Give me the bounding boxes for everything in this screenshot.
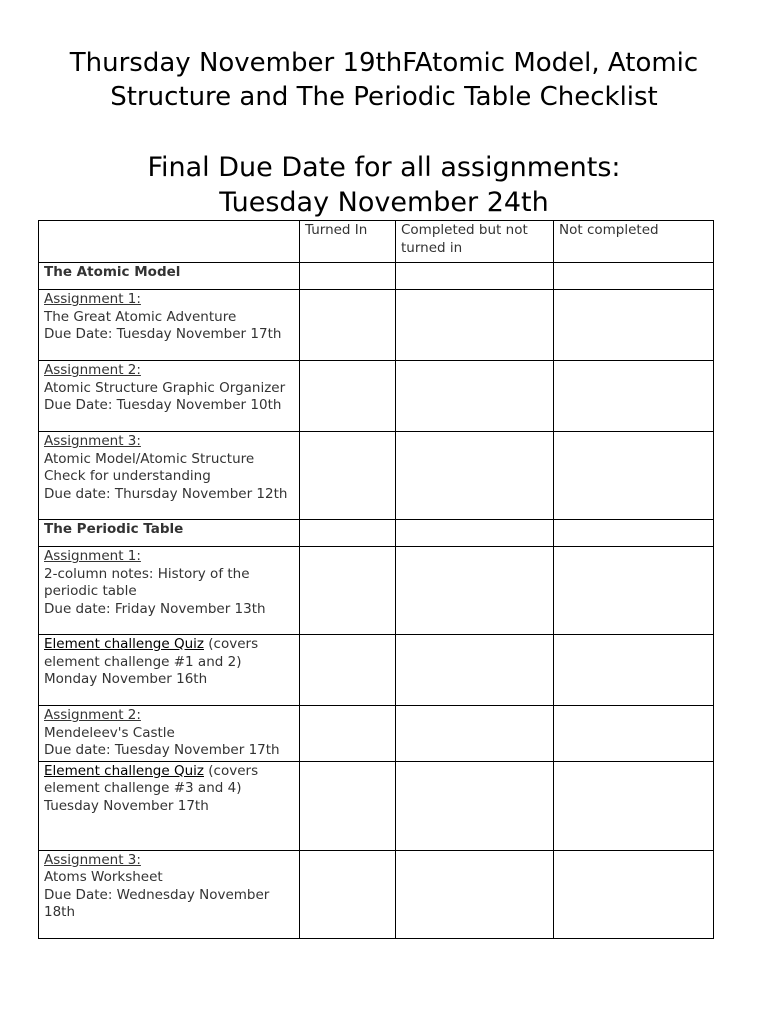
assignment-label: Assignment 1:: [44, 291, 141, 307]
completed-cell[interactable]: [396, 520, 554, 547]
not-completed-cell[interactable]: [554, 547, 714, 635]
assignment-line: periodic table: [44, 583, 137, 599]
table-row: [39, 761, 714, 850]
assignment-label: Assignment 3:: [44, 433, 141, 449]
table-row: [39, 361, 714, 432]
title-line-1: Thursday November 19thFAtomic Model, Atomic: [69, 48, 699, 78]
not-completed-cell[interactable]: [554, 263, 714, 290]
page-title: [0, 46, 768, 114]
header-not-completed: Not completed: [554, 221, 714, 263]
due-line-1: Final Due Date for all assignments:: [147, 152, 621, 183]
assignment-label: Assignment 1:: [44, 548, 141, 564]
assignment-label: Assignment 2:: [44, 707, 141, 723]
assignment-cell: [39, 432, 300, 520]
assignment-line: 18th: [44, 904, 76, 920]
assignment-cell: [39, 706, 300, 762]
turned-in-cell[interactable]: [300, 432, 396, 520]
not-completed-cell[interactable]: [554, 361, 714, 432]
assignment-label: Assignment 3:: [44, 851, 141, 868]
completed-cell[interactable]: [396, 761, 554, 850]
due-line-2: Tuesday November 24th: [219, 187, 549, 218]
assignment-line: Atomic Model/Atomic Structure: [44, 450, 255, 467]
completed-cell[interactable]: [396, 263, 554, 290]
assignment-line: The Great Atomic Adventure: [44, 308, 237, 325]
assignment-line: Due date: Tuesday November 17th: [44, 742, 280, 758]
completed-cell[interactable]: [396, 635, 554, 706]
title-line-2: Structure and The Periodic Table Checklist: [110, 82, 658, 112]
turned-in-cell[interactable]: [300, 547, 396, 635]
turned-in-cell[interactable]: [300, 263, 396, 290]
not-completed-cell[interactable]: [554, 850, 714, 938]
completed-cell[interactable]: [396, 547, 554, 635]
quiz-suffix: (covers: [203, 762, 259, 779]
table-row: [39, 290, 714, 361]
header-turned-in: Turned In: [300, 221, 396, 263]
header-row: [39, 221, 714, 263]
assignment-cell: [39, 290, 300, 361]
quiz-line: element challenge #1 and 2): [44, 653, 242, 670]
assignment-line: Atoms Worksheet: [44, 869, 163, 885]
assignment-label: Assignment 2:: [44, 362, 141, 378]
turned-in-cell[interactable]: [300, 635, 396, 706]
completed-cell[interactable]: [396, 361, 554, 432]
quiz-cell: [39, 761, 300, 850]
completed-cell[interactable]: [396, 850, 554, 938]
completed-cell[interactable]: [396, 432, 554, 520]
quiz-suffix: (covers: [203, 636, 259, 652]
not-completed-cell[interactable]: [554, 290, 714, 361]
quiz-label: Element challenge Quiz: [44, 636, 204, 652]
assignment-cell: [39, 547, 300, 635]
assignment-line: Due Date: Tuesday November 10th: [44, 397, 282, 413]
turned-in-cell[interactable]: [300, 850, 396, 938]
assignment-line: 2-column notes: History of the: [44, 565, 250, 582]
table-row: [39, 850, 714, 938]
header-completed-not-turned-in: Completed but not turned in: [396, 221, 554, 263]
turned-in-cell[interactable]: [300, 761, 396, 850]
assignment-line: Mendeleev's Castle: [44, 724, 175, 741]
table-row: [39, 635, 714, 706]
completed-cell[interactable]: [396, 706, 554, 762]
quiz-first-line: [44, 636, 294, 654]
completed-cell[interactable]: [396, 290, 554, 361]
not-completed-cell[interactable]: [554, 706, 714, 762]
checklist-table: [38, 220, 714, 939]
assignment-line: Atomic Structure Graphic Organizer: [44, 379, 286, 396]
assignment-line: Due Date: Tuesday November 17th: [44, 326, 282, 342]
not-completed-cell[interactable]: [554, 635, 714, 706]
assignment-cell: [39, 361, 300, 432]
assignment-line: Check for understanding: [44, 468, 211, 484]
section-row-atomic-model: [39, 263, 714, 290]
quiz-label: Element challenge Quiz: [44, 762, 204, 779]
assignment-cell: [39, 850, 300, 938]
quiz-line: element challenge #3 and 4): [44, 780, 242, 796]
assignment-line: Due date: Friday November 13th: [44, 600, 266, 617]
table-row: [39, 547, 714, 635]
section-row-periodic-table: [39, 520, 714, 547]
quiz-line: Monday November 16th: [44, 671, 208, 687]
assignment-line: Due date: Thursday November 12th: [44, 485, 288, 502]
turned-in-cell[interactable]: [300, 706, 396, 762]
turned-in-cell[interactable]: [300, 520, 396, 547]
not-completed-cell[interactable]: [554, 432, 714, 520]
not-completed-cell[interactable]: [554, 520, 714, 547]
header-cell-blank: [39, 221, 300, 263]
assignment-line: Due Date: Wednesday November: [44, 886, 270, 903]
final-due-date: [0, 150, 768, 220]
quiz-line: Tuesday November 17th: [44, 797, 209, 814]
turned-in-cell[interactable]: [300, 290, 396, 361]
section-title: The Atomic Model: [39, 263, 300, 290]
table-row: [39, 432, 714, 520]
section-title: The Periodic Table: [39, 520, 300, 547]
table-row: [39, 706, 714, 762]
quiz-first-line: [44, 763, 294, 781]
quiz-cell: [39, 635, 300, 706]
turned-in-cell[interactable]: [300, 361, 396, 432]
not-completed-cell[interactable]: [554, 761, 714, 850]
